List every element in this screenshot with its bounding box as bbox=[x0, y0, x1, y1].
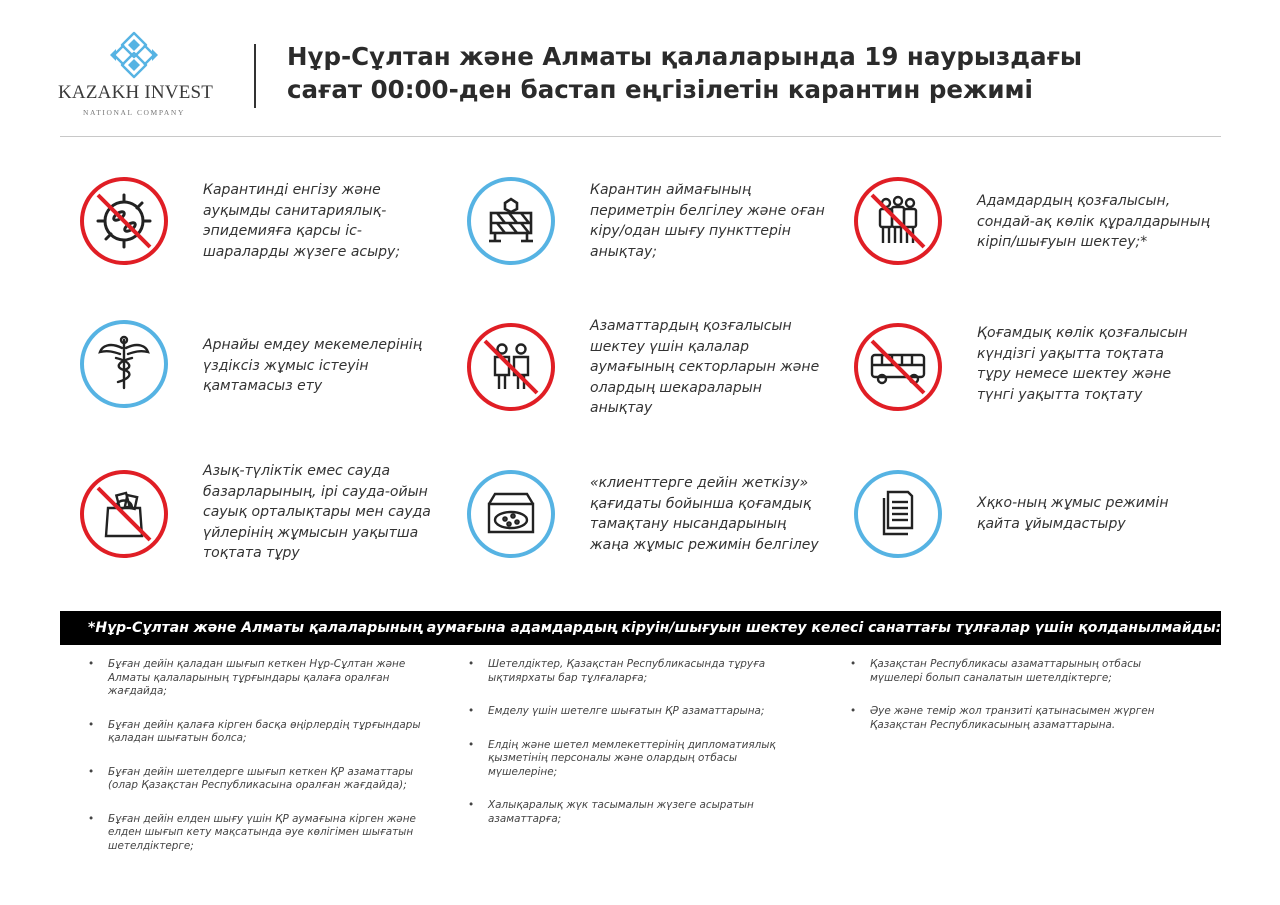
exceptions-column-1 bbox=[88, 658, 421, 873]
list-item: • Бұған дейін қаладан шығып кеткен Нұр-Сұлтан және Алматы қалаларының тұрғындары қалаға оралған жағдайда; bbox=[88, 658, 421, 699]
item-text-transport: Қоғамдық көлік қозғалысын күндізгі уақытта тоқтата тұру немесе шектеу және түнгі уақытта тоқтату bbox=[977, 325, 1188, 403]
ornament-logo-icon bbox=[106, 30, 162, 80]
list-item: • Әуе және темір жол транзиті қатынасымен жүрген Қазақстан Республикасының азаматтарына. bbox=[850, 705, 1154, 732]
documents-icon bbox=[854, 470, 942, 558]
item-text-sectors: Азаматтардың қозғалысын шектеу үшін қалалар аумағының секторларын және олардың шекараларын анықтау bbox=[590, 318, 820, 417]
list-item: • Шетелдіктер, Қазақстан Республикасында тұруға ықтиярхаты бар тұлғаларға; bbox=[468, 658, 776, 685]
list-item: • Бұған дейін қалаға кірген басқа өңірлердің тұрғындары қаладан шығатын болса; bbox=[88, 719, 421, 746]
bus-icon bbox=[854, 323, 942, 411]
item-text-delivery: «клиенттерге дейін жеткізу» қағидаты бойынша қоғамдық тамақтану нысандарының жаңа жұмыс режимін белгілеу bbox=[590, 475, 819, 553]
exceptions-banner: *Нұр-Сұлтан және Алматы қалаларының аумағына адамдардың кіруін/шығуын шектеу келесі санаттағы тұлғалар үшін қолданылмайды: bbox=[60, 611, 1221, 645]
page-title bbox=[287, 40, 1187, 106]
item-text-hkko: Хқко-ның жұмыс режимін қайта ұйымдастыру bbox=[977, 495, 1169, 532]
title-line-2: сағат 00:00-ден бастап еңгізілетін карантин режимі bbox=[287, 75, 1033, 104]
item-text-quarantine: Карантинді енгізу және ауқымды санитариялық- эпидемияға қарсы іс- шараларды жүзеге асыру; bbox=[203, 182, 401, 260]
title-line-1: Нұр-Сұлтан және Алматы қалаларында 19 наурыздағы bbox=[287, 42, 1083, 71]
medical-caduceus-icon bbox=[80, 320, 168, 408]
item-text-movement: Адамдардың қозғалысын, сондай-ақ көлік құралдарының кіріп/шығуын шектеу;* bbox=[977, 193, 1210, 251]
list-item: • Қазақстан Республикасы азаматтарының отбасы мүшелері болып саналатын шетелдіктерге; bbox=[850, 658, 1154, 685]
exceptions-column-2 bbox=[468, 658, 776, 846]
item-text-markets: Азық-түліктік емес сауда базарларының, ірі сауда-ойын сауық орталықтары мен сауда үйлерінің жұмысын уақытша тоқтата тұру bbox=[203, 463, 431, 562]
logo-name: KAZAKH INVEST bbox=[58, 82, 214, 103]
list-item: • Елдің және шетел мемлекеттерінің дипломатиялық қызметінің персоналы және олардың отбасы мүшелеріне; bbox=[468, 739, 776, 780]
barrier-icon bbox=[467, 177, 555, 265]
logo-subtitle: NATIONAL COMPANY bbox=[83, 108, 185, 117]
header-divider bbox=[254, 44, 256, 108]
people-group-icon bbox=[854, 177, 942, 265]
list-item: • Бұған дейін елден шығу үшін ҚР аумағына кірген және елден шығып кету мақсатында әуе көлігімен шығатын шетелдіктерге; bbox=[88, 813, 421, 854]
list-item: • Халықаралық жүк тасымалын жүзеге асыратын азаматтарға; bbox=[468, 799, 776, 826]
item-text-perimeter: Карантин аймағының периметрін белгілеу және оған кіру/одан шығу пункттерін анықтау; bbox=[590, 182, 825, 260]
company-logo bbox=[58, 30, 214, 122]
list-item: • Бұған дейін шетелдерге шығып кеткен ҚР азаматтары (олар Қазақстан Республикасына оралған жағдайда); bbox=[88, 766, 421, 793]
header-rule bbox=[60, 136, 1221, 137]
virus-icon bbox=[80, 177, 168, 265]
pizza-box-icon bbox=[467, 470, 555, 558]
shopping-bag-icon bbox=[80, 470, 168, 558]
two-people-icon bbox=[467, 323, 555, 411]
exceptions-column-3 bbox=[850, 658, 1154, 752]
item-text-medical: Арнайы емдеу мекемелерінің үздіксіз жұмыс істеуін қамтамасыз ету bbox=[203, 337, 423, 395]
list-item: • Емделу үшін шетелге шығатын ҚР азаматтарына; bbox=[468, 705, 776, 719]
